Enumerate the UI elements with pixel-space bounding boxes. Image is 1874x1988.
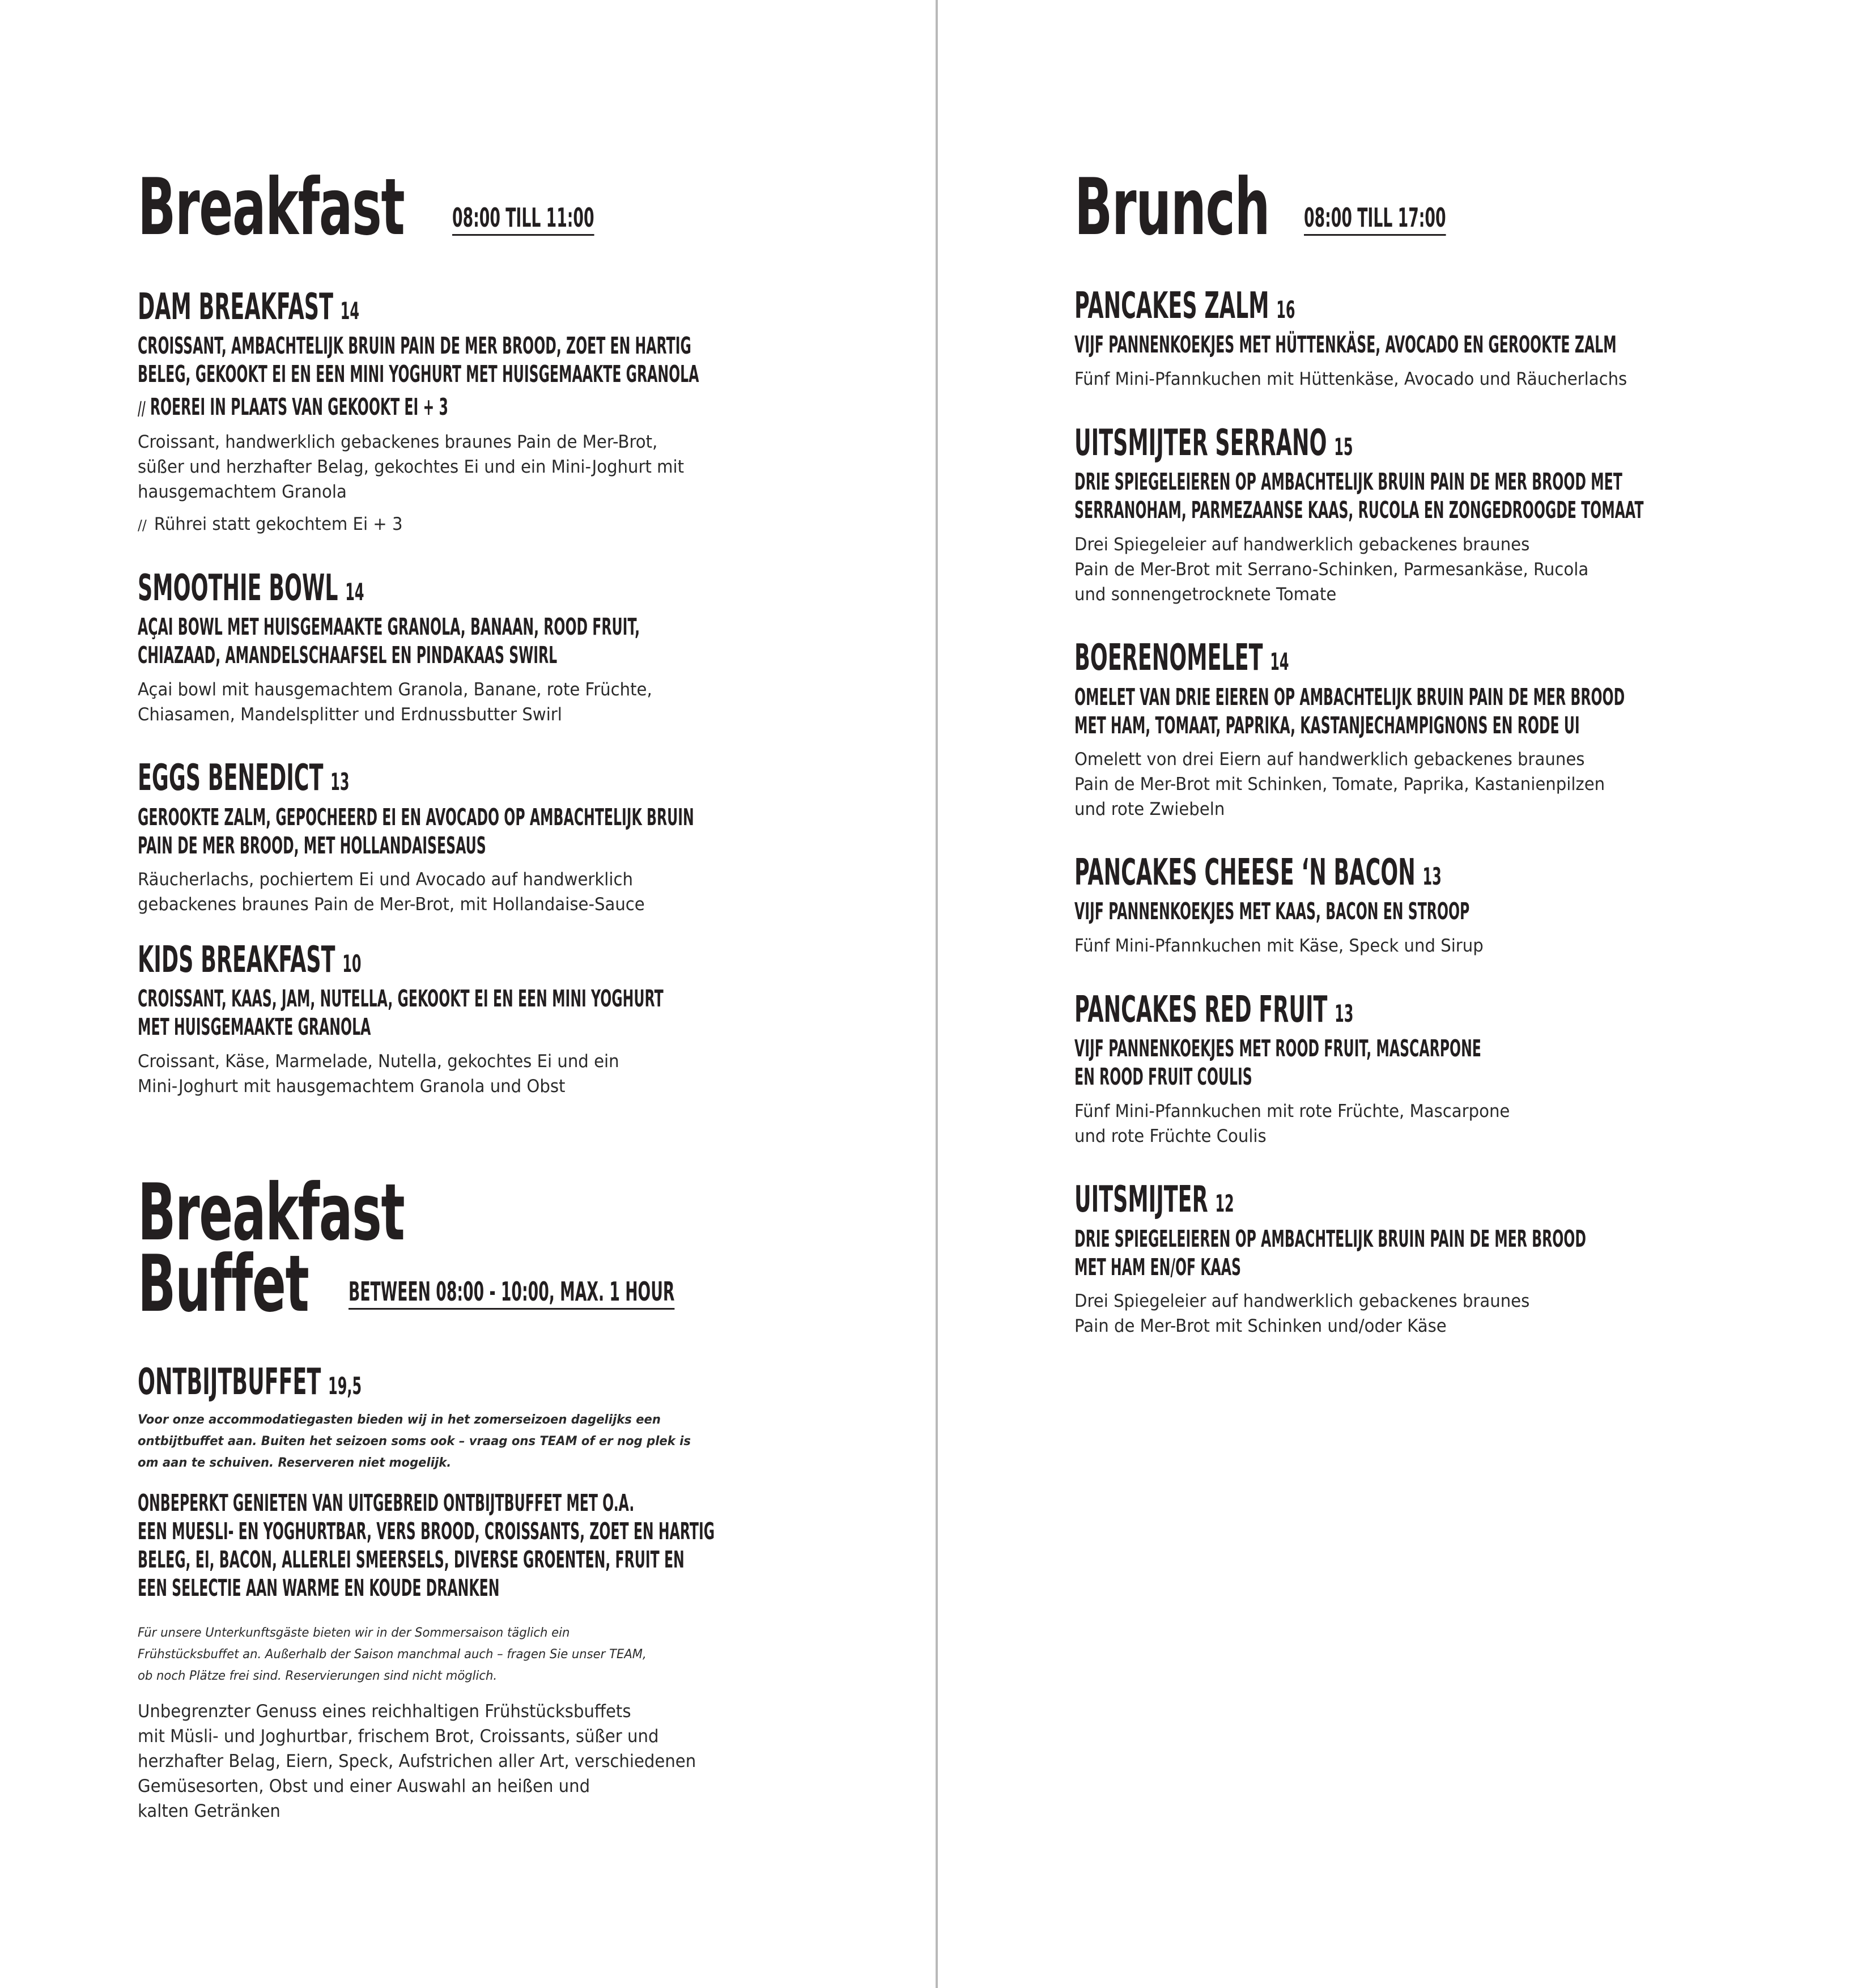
breakfast-column — [138, 0, 761, 1988]
item-price: 14 — [1270, 648, 1289, 676]
item-desc-de: hausgemachtem Granola — [138, 482, 347, 502]
item-desc-nl: EEN MUESLI- EN YOGHURTBAR, VERS BROOD, CROISSANTS, ZOET EN HARTIG — [138, 1518, 715, 1545]
buffet-time: BETWEEN 08:00 - 10:00, MAX. 1 HOUR — [349, 1278, 674, 1310]
item-desc-de: süßer und herzhafter Belag, gekochtes Ei und ein Mini-Joghurt mit — [138, 457, 685, 477]
item-note-nl: om aan te schuiven. Reserveren niet mogelijk. — [138, 1456, 452, 1470]
item-title: BOERENOMELET 14 — [1074, 637, 1289, 679]
item-price: 16 — [1276, 296, 1295, 324]
breakfast-title: Breakfast — [138, 162, 405, 253]
item-title: KIDS BREAKFAST 10 — [138, 939, 362, 981]
item-desc-nl: BELEG, EI, BACON, ALLERLEI SMEERSELS, DIVERSE GROENTEN, FRUIT EN — [138, 1546, 685, 1573]
item-desc-de: Omelett von drei Eiern auf handwerklich gebackenes braunes — [1074, 749, 1585, 770]
item-note-de: ob noch Plätze frei sind. Reservierungen sind nicht möglich. — [138, 1669, 498, 1683]
item-desc-de: Pain de Mer-Brot mit Schinken und/oder Käse — [1074, 1316, 1447, 1336]
item-desc-nl: MET HUISGEMAAKTE GRANOLA — [138, 1013, 371, 1040]
item-price: 14 — [340, 297, 359, 325]
buffet-title-line1: Breakfast — [138, 1167, 405, 1258]
item-extra-de: // Rührei statt gekochtem Ei + 3 — [138, 514, 403, 534]
item-desc-de: Fünf Mini-Pfannkuchen mit Hüttenkäse, Avocado und Räucherlachs — [1074, 369, 1627, 389]
item-desc-nl: VIJF PANNENKOEKJES MET KAAS, BACON EN STROOP — [1074, 898, 1470, 925]
item-desc-nl: DRIE SPIEGELEIEREN OP AMBACHTELIJK BRUIN PAIN DE MER BROOD — [1074, 1225, 1586, 1252]
item-desc-de: Gemüsesorten, Obst und einer Auswahl an heißen und — [138, 1776, 590, 1796]
item-desc-nl: CHIAZAAD, AMANDELSCHAAFSEL EN PINDAKAAS SWIRL — [138, 642, 558, 669]
item-desc-de: herzhafter Belag, Eiern, Speck, Aufstrichen aller Art, verschiedenen — [138, 1751, 696, 1772]
brunch-title: Brunch — [1074, 162, 1270, 253]
page-divider — [936, 0, 938, 1988]
item-desc-de: und sonnengetrocknete Tomate — [1074, 584, 1337, 605]
item-desc-nl: PAIN DE MER BROOD, MET HOLLANDAISESAUS — [138, 832, 486, 859]
item-desc-de: und rote Früchte Coulis — [1074, 1126, 1267, 1146]
item-desc-nl: ONBEPERKT GENIETEN VAN UITGEBREID ONTBIJTBUFFET MET O.A. — [138, 1489, 635, 1517]
item-title: ONTBIJTBUFFET 19,5 — [138, 1361, 362, 1403]
item-extra-nl: // ROEREI IN PLAATS VAN GEKOOKT EI + 3 — [138, 393, 448, 420]
item-note-nl: Voor onze accommodatiegasten bieden wij in het zomerseizoen dagelijks een — [138, 1413, 661, 1427]
item-desc-nl: CROISSANT, AMBACHTELIJK BRUIN PAIN DE MER BROOD, ZOET EN HARTIG — [138, 332, 691, 359]
breakfast-time: 08:00 TILL 11:00 — [452, 205, 594, 236]
item-desc-nl: BELEG, GEKOOKT EI EN EEN MINI YOGHURT MET HUISGEMAAKTE GRANOLA — [138, 360, 699, 388]
item-title: PANCAKES ZALM 16 — [1074, 285, 1295, 327]
item-price: 10 — [342, 950, 362, 978]
item-title: UITSMIJTER 12 — [1074, 1179, 1234, 1221]
item-desc-nl: CROISSANT, KAAS, JAM, NUTELLA, GEKOOKT EI EN EEN MINI YOGHURT — [138, 985, 664, 1012]
item-desc-nl: MET HAM, TOMAAT, PAPRIKA, KASTANJECHAMPIGNONS EN RODE UI — [1074, 712, 1580, 739]
item-price: 19,5 — [328, 1372, 362, 1400]
item-desc-de: Mini-Joghurt mit hausgemachtem Granola und Obst — [138, 1076, 566, 1097]
item-desc-de: Açai bowl mit hausgemachtem Granola, Banane, rote Früchte, — [138, 679, 652, 700]
item-desc-nl: EN ROOD FRUIT COULIS — [1074, 1063, 1252, 1090]
item-desc-de: Pain de Mer-Brot mit Schinken, Tomate, Paprika, Kastanienpilzen — [1074, 774, 1605, 795]
item-desc-de: Unbegrenzter Genuss eines reichhaltigen Frühstücksbuffets — [138, 1701, 631, 1722]
item-note-nl: ontbijtbuffet aan. Buiten het seizoen soms ook – vraag ons TEAM of er nog plek is — [138, 1434, 691, 1448]
item-note-de: Für unsere Unterkunftsgäste bieten wir in der Sommersaison täglich ein — [138, 1626, 570, 1640]
item-desc-de: Chiasamen, Mandelsplitter und Erdnussbutter Swirl — [138, 704, 562, 725]
item-title: DAM BREAKFAST 14 — [138, 286, 359, 328]
item-title: EGGS BENEDICT 13 — [138, 757, 350, 799]
item-price: 12 — [1215, 1190, 1234, 1217]
buffet-title-line2: Buffet — [138, 1238, 309, 1329]
item-desc-de: Drei Spiegeleier auf handwerklich gebackenes braunes — [1074, 1291, 1530, 1311]
item-desc-nl: GEROOKTE ZALM, GEPOCHEERD EI EN AVOCADO OP AMBACHTELIJK BRUIN — [138, 804, 694, 831]
item-desc-de: Drei Spiegeleier auf handwerklich gebackenes braunes — [1074, 534, 1530, 555]
item-desc-de: kalten Getränken — [138, 1801, 281, 1821]
item-desc-de: Croissant, Käse, Marmelade, Nutella, gekochtes Ei und ein — [138, 1051, 619, 1072]
item-desc-de: Pain de Mer-Brot mit Serrano-Schinken, Parmesankäse, Rucola — [1074, 559, 1589, 580]
item-desc-de: Fünf Mini-Pfannkuchen mit rote Früchte, Mascarpone — [1074, 1101, 1510, 1122]
item-desc-nl: AÇAI BOWL MET HUISGEMAAKTE GRANOLA, BANAAN, ROOD FRUIT, — [138, 613, 640, 640]
item-desc-de: Croissant, handwerklich gebackenes braunes Pain de Mer-Brot, — [138, 432, 658, 452]
item-price: 13 — [330, 768, 350, 796]
item-title: PANCAKES CHEESE ‘N BACON 13 — [1074, 852, 1442, 894]
item-title: UITSMIJTER SERRANO 15 — [1074, 422, 1353, 464]
item-desc-nl: MET HAM EN/OF KAAS — [1074, 1254, 1242, 1281]
item-desc-nl: VIJF PANNENKOEKJES MET HÜTTENKÄSE, AVOCADO EN GEROOKTE ZALM — [1074, 331, 1617, 358]
brunch-column — [1074, 0, 1698, 1988]
item-desc-de: und rote Zwiebeln — [1074, 799, 1225, 819]
item-desc-de: Räucherlachs, pochiertem Ei und Avocado auf handwerklich — [138, 869, 633, 890]
brunch-time: 08:00 TILL 17:00 — [1304, 205, 1446, 236]
item-title: PANCAKES RED FRUIT 13 — [1074, 989, 1354, 1031]
item-price: 13 — [1422, 863, 1442, 890]
item-title: SMOOTHIE BOWL 14 — [138, 567, 364, 609]
item-price: 13 — [1335, 1000, 1354, 1027]
item-note-de: Frühstücksbuffet an. Außerhalb der Saison manchmal auch – fragen Sie unser TEAM, — [138, 1647, 647, 1662]
item-desc-nl: SERRANOHAM, PARMEZAANSE KAAS, RUCOLA EN ZONGEDROOGDE TOMAAT — [1074, 496, 1644, 524]
item-price: 14 — [345, 578, 364, 606]
item-desc-nl: OMELET VAN DRIE EIEREN OP AMBACHTELIJK BRUIN PAIN DE MER BROOD — [1074, 683, 1625, 711]
item-desc-de: Fünf Mini-Pfannkuchen mit Käse, Speck und Sirup — [1074, 936, 1484, 956]
item-desc-nl: VIJF PANNENKOEKJES MET ROOD FRUIT, MASCARPONE — [1074, 1035, 1481, 1062]
item-desc-de: gebackenes braunes Pain de Mer-Brot, mit Hollandaise-Sauce — [138, 894, 645, 915]
item-price: 15 — [1334, 433, 1353, 461]
item-desc-de: mit Müsli- und Joghurtbar, frischem Brot, Croissants, süßer und — [138, 1726, 659, 1747]
item-desc-nl: DRIE SPIEGELEIEREN OP AMBACHTELIJK BRUIN PAIN DE MER BROOD MET — [1074, 468, 1622, 495]
item-desc-nl: EEN SELECTIE AAN WARME EN KOUDE DRANKEN — [138, 1574, 500, 1602]
